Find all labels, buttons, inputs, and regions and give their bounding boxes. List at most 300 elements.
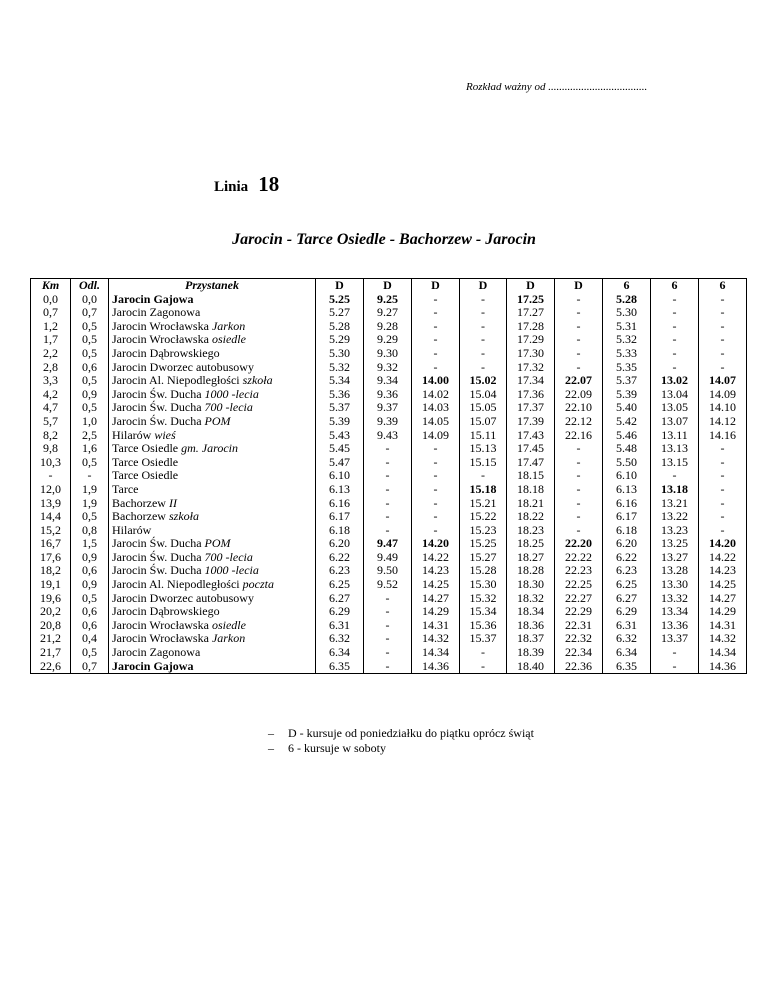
time-cell: - [555,320,603,334]
time-cell: 5.45 [316,442,364,456]
time-cell: 14.20 [699,537,747,551]
km-cell: 1,7 [31,333,71,347]
time-cell: 14.09 [699,388,747,402]
time-cell: 5.46 [603,429,651,443]
time-cell: 5.33 [603,347,651,361]
table-row [31,605,747,619]
time-cell: - [412,306,460,320]
stop-cell [109,619,316,633]
stop-note: gm. Jarocin [181,441,239,456]
stop-name: Jarocin Gajowa [112,658,194,673]
time-cell: 13.32 [651,592,699,606]
time-cell: - [460,660,507,674]
time-cell: 6.29 [603,605,651,619]
col-header-distance: Odl. [71,279,109,293]
distance-cell: 1,5 [71,537,109,551]
col-header-departure: D [555,279,603,293]
distance-cell: 1,6 [71,442,109,456]
time-cell: 18.30 [507,578,555,592]
time-cell: 5.32 [316,361,364,375]
stop-cell [109,632,316,646]
stop-note: 700 -lecia [204,549,253,564]
time-cell: 5.34 [316,374,364,388]
distance-cell: 0,5 [71,646,109,660]
time-cell: 9.37 [364,401,412,415]
table-row [31,483,747,497]
time-cell: - [364,605,412,619]
time-cell: - [555,347,603,361]
time-cell: - [364,646,412,660]
time-cell: 9.34 [364,374,412,388]
time-cell: 5.29 [316,333,364,347]
time-cell: 15.28 [460,564,507,578]
time-cell: - [412,293,460,307]
time-cell: - [412,347,460,361]
distance-cell: 0,5 [71,592,109,606]
time-cell: 14.22 [699,551,747,565]
time-cell: - [555,483,603,497]
stop-name: Jarocin Dąbrowskiego [112,345,220,360]
time-cell: 6.13 [316,483,364,497]
time-cell: 6.18 [603,524,651,538]
time-cell: 13.11 [651,429,699,443]
timetable [30,278,747,674]
time-cell: - [699,347,747,361]
time-cell: 22.12 [555,415,603,429]
time-cell: - [651,347,699,361]
stop-note: poczta [242,577,274,592]
km-cell: 16,7 [31,537,71,551]
time-cell: - [651,646,699,660]
time-cell: 22.27 [555,592,603,606]
table-row [31,660,747,674]
time-cell: 9.39 [364,415,412,429]
time-cell: - [460,306,507,320]
time-cell: - [364,660,412,674]
time-cell: 6.10 [603,469,651,483]
stop-note: Jarkon [211,318,246,333]
stop-name: Tarce Osiedle [112,441,179,456]
table-row [31,592,747,606]
time-cell: 5.39 [316,415,364,429]
time-cell: 13.18 [651,483,699,497]
table-row [31,564,747,578]
time-cell: - [699,442,747,456]
time-cell: 15.34 [460,605,507,619]
km-cell: 2,2 [31,347,71,361]
time-cell: 13.34 [651,605,699,619]
time-cell: 5.48 [603,442,651,456]
time-cell: 15.11 [460,429,507,443]
time-cell: 18.27 [507,551,555,565]
time-cell: 6.13 [603,483,651,497]
stop-name: Jarocin Dąbrowskiego [112,604,220,619]
km-cell: 0,7 [31,306,71,320]
time-cell: - [555,333,603,347]
time-cell: 14.05 [412,415,460,429]
time-cell: - [364,632,412,646]
time-cell: 17.29 [507,333,555,347]
timetable-body [31,293,747,674]
stop-note: szkoła [168,509,199,524]
table-row [31,401,747,415]
time-cell: 13.07 [651,415,699,429]
km-cell: 8,2 [31,429,71,443]
time-cell: - [555,469,603,483]
time-cell: 5.39 [603,388,651,402]
distance-cell: 0,7 [71,306,109,320]
time-cell: - [555,456,603,470]
time-cell: 5.35 [603,361,651,375]
table-row [31,537,747,551]
time-cell: 6.22 [316,551,364,565]
time-cell: 14.10 [699,401,747,415]
col-header-departure: 6 [603,279,651,293]
time-cell: - [651,361,699,375]
col-header-departure: D [507,279,555,293]
time-cell: 22.07 [555,374,603,388]
stop-cell [109,456,316,470]
table-row [31,415,747,429]
col-header-departure: D [460,279,507,293]
time-cell: 14.12 [699,415,747,429]
time-cell: - [460,361,507,375]
stop-cell [109,374,316,388]
distance-cell: 0,5 [71,333,109,347]
distance-cell: 1,0 [71,415,109,429]
time-cell: - [651,469,699,483]
legend-text: 6 - kursuje w soboty [288,741,386,755]
timetable-header-row [31,279,747,293]
time-cell: - [412,483,460,497]
time-cell: 9.52 [364,578,412,592]
time-cell: 6.10 [316,469,364,483]
km-cell: 18,2 [31,564,71,578]
stop-cell [109,660,316,674]
time-cell: 6.31 [603,619,651,633]
time-cell: 9.36 [364,388,412,402]
table-row [31,510,747,524]
km-cell: 10,3 [31,456,71,470]
time-cell: 15.18 [460,483,507,497]
stop-cell [109,469,316,483]
time-cell: 13.02 [651,374,699,388]
time-cell: - [699,333,747,347]
legend-bullet [268,726,288,741]
time-cell: 22.20 [555,537,603,551]
km-cell: - [31,469,71,483]
km-cell: 2,8 [31,361,71,375]
time-cell: - [412,497,460,511]
time-cell: 22.36 [555,660,603,674]
time-cell: 18.25 [507,537,555,551]
time-cell: 15.02 [460,374,507,388]
time-cell: 6.32 [603,632,651,646]
stop-cell [109,578,316,592]
time-cell: 14.02 [412,388,460,402]
table-row [31,429,747,443]
distance-cell: 0,9 [71,551,109,565]
km-cell: 15,2 [31,524,71,538]
table-row [31,347,747,361]
col-header-departure: D [364,279,412,293]
distance-cell: 2,5 [71,429,109,443]
time-cell: - [364,619,412,633]
time-cell: 17.45 [507,442,555,456]
time-cell: - [412,361,460,375]
stop-cell [109,524,316,538]
stop-cell [109,592,316,606]
time-cell: - [460,320,507,334]
time-cell: 6.23 [316,564,364,578]
time-cell: 5.43 [316,429,364,443]
stop-name: Tarce Osiedle [112,454,179,469]
time-cell: 9.29 [364,333,412,347]
distance-cell: 0,8 [71,524,109,538]
stop-cell [109,306,316,320]
time-cell: 9.28 [364,320,412,334]
time-cell: - [364,510,412,524]
time-cell: 9.32 [364,361,412,375]
time-cell: - [460,347,507,361]
time-cell: 22.29 [555,605,603,619]
col-header-departure: 6 [699,279,747,293]
time-cell: 13.23 [651,524,699,538]
time-cell: 5.25 [316,293,364,307]
time-cell: 15.32 [460,592,507,606]
time-cell: - [651,333,699,347]
time-cell: - [460,469,507,483]
col-header-km: Km [31,279,71,293]
time-cell: 6.20 [316,537,364,551]
stop-name: Jarocin Zagonowa [112,305,201,320]
time-cell: - [651,660,699,674]
km-cell: 17,6 [31,551,71,565]
time-cell: 6.29 [316,605,364,619]
time-cell: 5.30 [603,306,651,320]
stop-cell [109,361,316,375]
time-cell: - [460,333,507,347]
time-cell: - [555,442,603,456]
time-cell: - [651,293,699,307]
time-cell: 18.18 [507,483,555,497]
time-cell: 5.47 [316,456,364,470]
time-cell: 14.23 [412,564,460,578]
time-cell: 14.32 [699,632,747,646]
time-cell: 6.35 [316,660,364,674]
time-cell: 22.09 [555,388,603,402]
time-cell: - [460,646,507,660]
legend [268,726,534,756]
stop-cell [109,401,316,415]
stop-name: Bachorzew [112,509,166,524]
time-cell: 5.27 [316,306,364,320]
time-cell: 14.03 [412,401,460,415]
time-cell: 13.37 [651,632,699,646]
time-cell: 18.22 [507,510,555,524]
time-cell: 14.25 [699,578,747,592]
time-cell: 22.32 [555,632,603,646]
km-cell: 4,2 [31,388,71,402]
time-cell: 18.21 [507,497,555,511]
time-cell: 15.30 [460,578,507,592]
km-cell: 3,3 [31,374,71,388]
time-cell: - [699,510,747,524]
stop-name: Jarocin Dworzec autobusowy [112,359,254,374]
stop-name: Jarocin Św. Ducha [112,563,202,578]
time-cell: 6.23 [603,564,651,578]
time-cell: 15.23 [460,524,507,538]
stop-cell [109,510,316,524]
km-cell: 1,2 [31,320,71,334]
km-cell: 19,1 [31,578,71,592]
km-cell: 0,0 [31,293,71,307]
time-cell: 6.34 [316,646,364,660]
time-cell: 15.04 [460,388,507,402]
stop-cell [109,333,316,347]
table-row [31,333,747,347]
time-cell: 6.27 [316,592,364,606]
km-cell: 20,8 [31,619,71,633]
time-cell: 22.22 [555,551,603,565]
distance-cell: 0,0 [71,293,109,307]
time-cell: 14.07 [699,374,747,388]
time-cell: 18.37 [507,632,555,646]
stop-cell [109,483,316,497]
table-row [31,320,747,334]
time-cell: 15.25 [460,537,507,551]
time-cell: 9.43 [364,429,412,443]
time-cell: 6.17 [603,510,651,524]
time-cell: 9.49 [364,551,412,565]
distance-cell: 0,5 [71,320,109,334]
table-row [31,306,747,320]
distance-cell: 0,5 [71,456,109,470]
table-row [31,578,747,592]
time-cell: 17.28 [507,320,555,334]
table-row [31,374,747,388]
km-cell: 21,7 [31,646,71,660]
time-cell: 13.22 [651,510,699,524]
stop-name: Hilarów [112,427,152,442]
table-row [31,619,747,633]
time-cell: 22.34 [555,646,603,660]
time-cell: 14.34 [699,646,747,660]
km-cell: 21,2 [31,632,71,646]
time-cell: 5.28 [316,320,364,334]
time-cell: 13.04 [651,388,699,402]
stop-name: Jarocin Al. Niepodległości [112,373,240,388]
time-cell: - [555,293,603,307]
stop-name: Jarocin Gajowa [112,291,194,306]
line-title [214,172,279,197]
table-row [31,646,747,660]
table-row [31,442,747,456]
time-cell: 18.32 [507,592,555,606]
time-cell: 17.25 [507,293,555,307]
distance-cell: 0,5 [71,510,109,524]
time-cell: 14.31 [699,619,747,633]
stop-note: POM [204,536,231,551]
time-cell: 15.05 [460,401,507,415]
time-cell: 6.16 [603,497,651,511]
distance-cell: 0,7 [71,660,109,674]
km-cell: 13,9 [31,497,71,511]
time-cell: - [412,469,460,483]
table-row [31,632,747,646]
stop-cell [109,497,316,511]
time-cell: 13.21 [651,497,699,511]
distance-cell: 0,6 [71,619,109,633]
time-cell: 13.28 [651,564,699,578]
time-cell: 13.05 [651,401,699,415]
time-cell: 5.36 [316,388,364,402]
time-cell: - [699,469,747,483]
time-cell: - [699,306,747,320]
time-cell: 5.50 [603,456,651,470]
stop-note: II [168,495,177,510]
time-cell: 14.29 [699,605,747,619]
legend-text: D - kursuje od poniedziałku do piątku oprócz świąt [288,726,534,740]
stop-cell [109,605,316,619]
stop-name: Tarce Osiedle [112,468,179,483]
time-cell: 22.25 [555,578,603,592]
stop-name: Bachorzew [112,495,166,510]
distance-cell: 0,5 [71,374,109,388]
distance-cell: 0,6 [71,564,109,578]
time-cell: 14.36 [412,660,460,674]
distance-cell: 1,9 [71,483,109,497]
distance-cell: 0,9 [71,578,109,592]
time-cell: 14.09 [412,429,460,443]
time-cell: - [699,497,747,511]
time-cell: 17.39 [507,415,555,429]
col-header-departure: D [316,279,364,293]
time-cell: 5.31 [603,320,651,334]
km-cell: 5,7 [31,415,71,429]
line-number: 18 [258,172,280,196]
time-cell: 14.00 [412,374,460,388]
time-cell: - [651,320,699,334]
time-cell: 6.25 [603,578,651,592]
time-cell: 13.36 [651,619,699,633]
time-cell: 17.30 [507,347,555,361]
table-row [31,551,747,565]
time-cell: 13.25 [651,537,699,551]
col-header-departure: D [412,279,460,293]
time-cell: - [699,456,747,470]
time-cell: 6.22 [603,551,651,565]
stop-name: Jarocin Św. Ducha [112,386,202,401]
time-cell: 5.32 [603,333,651,347]
time-cell: 15.36 [460,619,507,633]
stop-name: Jarocin Św. Ducha [112,536,202,551]
time-cell: - [555,510,603,524]
stop-name: Jarocin Wrocławska [112,318,209,333]
stop-cell [109,347,316,361]
time-cell: - [412,320,460,334]
stop-cell [109,442,316,456]
distance-cell: 0,9 [71,388,109,402]
time-cell: 14.32 [412,632,460,646]
legend-bullet [268,741,288,756]
distance-cell: 0,6 [71,361,109,375]
time-cell: 13.15 [651,456,699,470]
time-cell: - [555,361,603,375]
stop-note: osiedle [211,332,246,347]
time-cell: - [412,442,460,456]
distance-cell: 0,4 [71,632,109,646]
